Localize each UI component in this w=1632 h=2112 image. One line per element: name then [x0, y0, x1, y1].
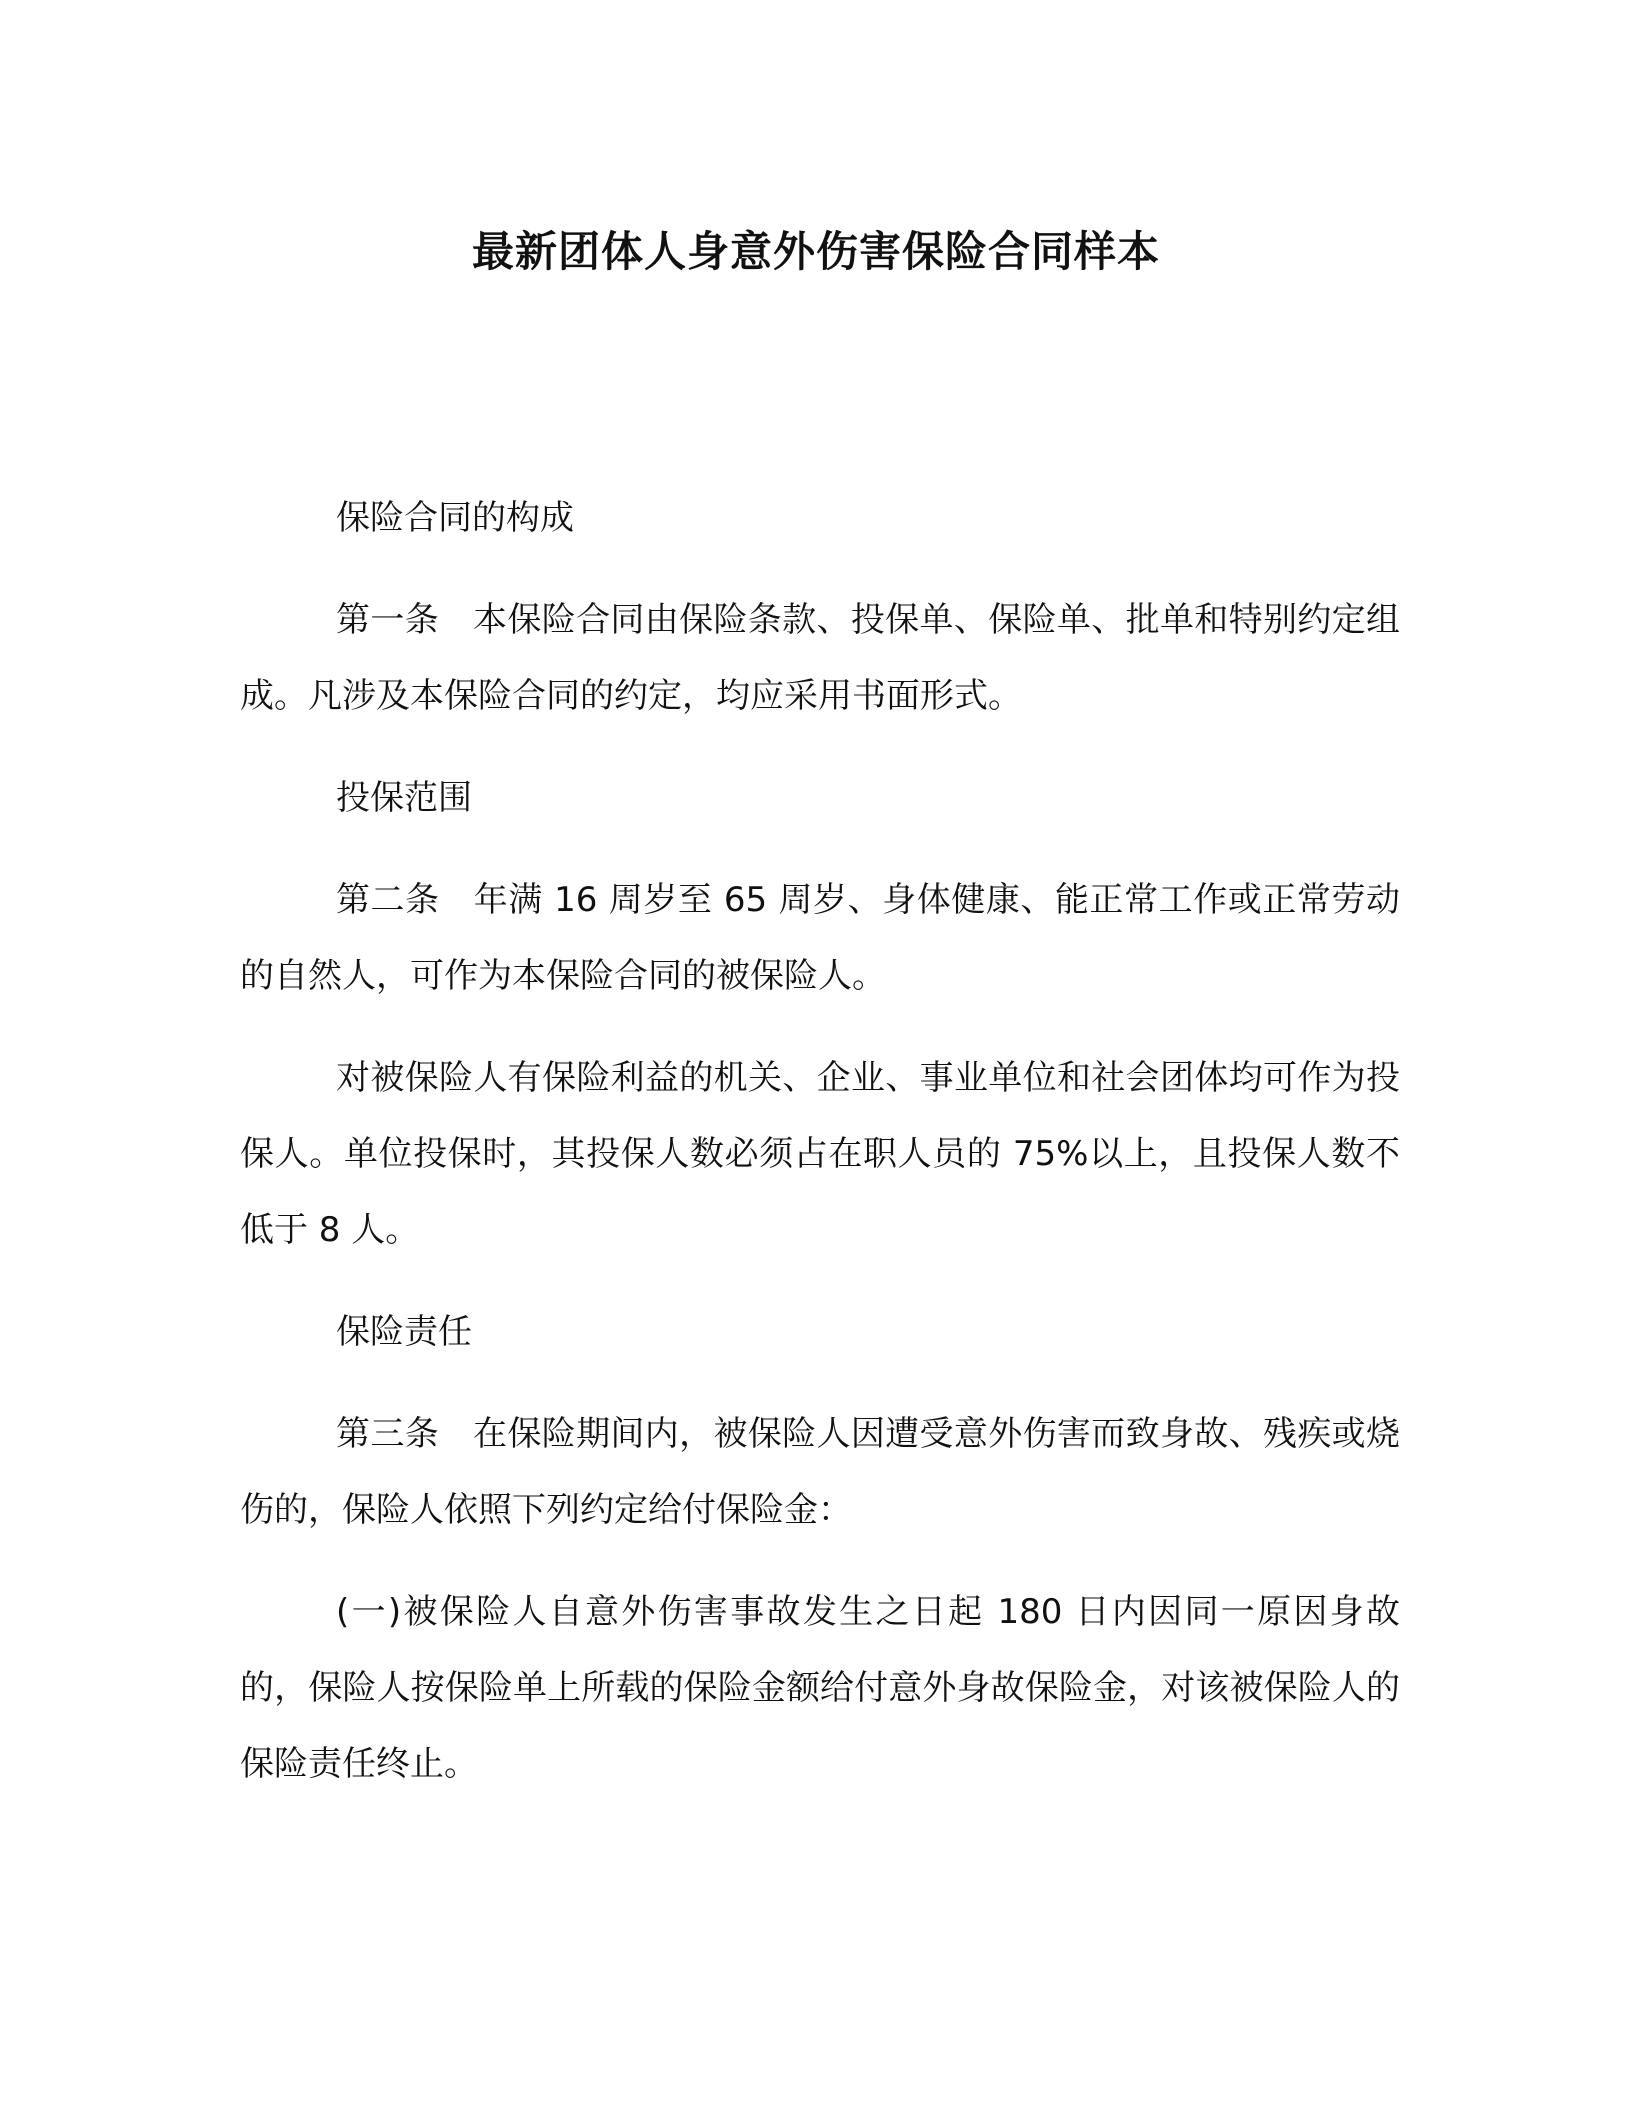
article-label: 第三条	[336, 1414, 440, 1454]
paragraph-item-1: (一)被保险人自意外伤害事故发生之日起 180 日内因同一原因身故的，保险人按保险单上所载的保险金额给付意外身故保险金，对该被保险人的保险责任终止。	[240, 1592, 1400, 1784]
document-title: 最新团体人身意外伤害保险合同样本	[471, 227, 1160, 276]
article-label: 第一条	[336, 600, 440, 640]
article-1	[240, 582, 1400, 734]
article-text: 年满 16 周岁至 65 周岁、身体健康、能正常工作或正常劳动的自然人，可作为本保险合同的被保险人。	[240, 880, 1400, 996]
section-heading-scope: 投保范围	[336, 778, 472, 818]
paragraph-policyholder: 对被保险人有保险利益的机关、企业、事业单位和社会团体均可作为投保人。单位投保时，其投保人数必须占在职人员的 75%以上，且投保人数不低于 8 人。	[240, 1058, 1400, 1250]
section-heading-composition: 保险合同的构成	[336, 498, 574, 538]
document-body	[240, 480, 1400, 1828]
article-text: 本保险合同由保险条款、投保单、保险单、批单和特别约定组成。凡涉及本保险合同的约定，均应采用书面形式。	[240, 600, 1401, 716]
section-heading-liability: 保险责任	[336, 1312, 472, 1352]
article-2	[240, 862, 1400, 1014]
article-text: 在保险期间内，被保险人因遭受意外伤害而致身故、残疾或烧伤的，保险人依照下列约定给付保险金：	[240, 1414, 1401, 1530]
article-3	[240, 1396, 1400, 1548]
article-label: 第二条	[336, 880, 440, 920]
